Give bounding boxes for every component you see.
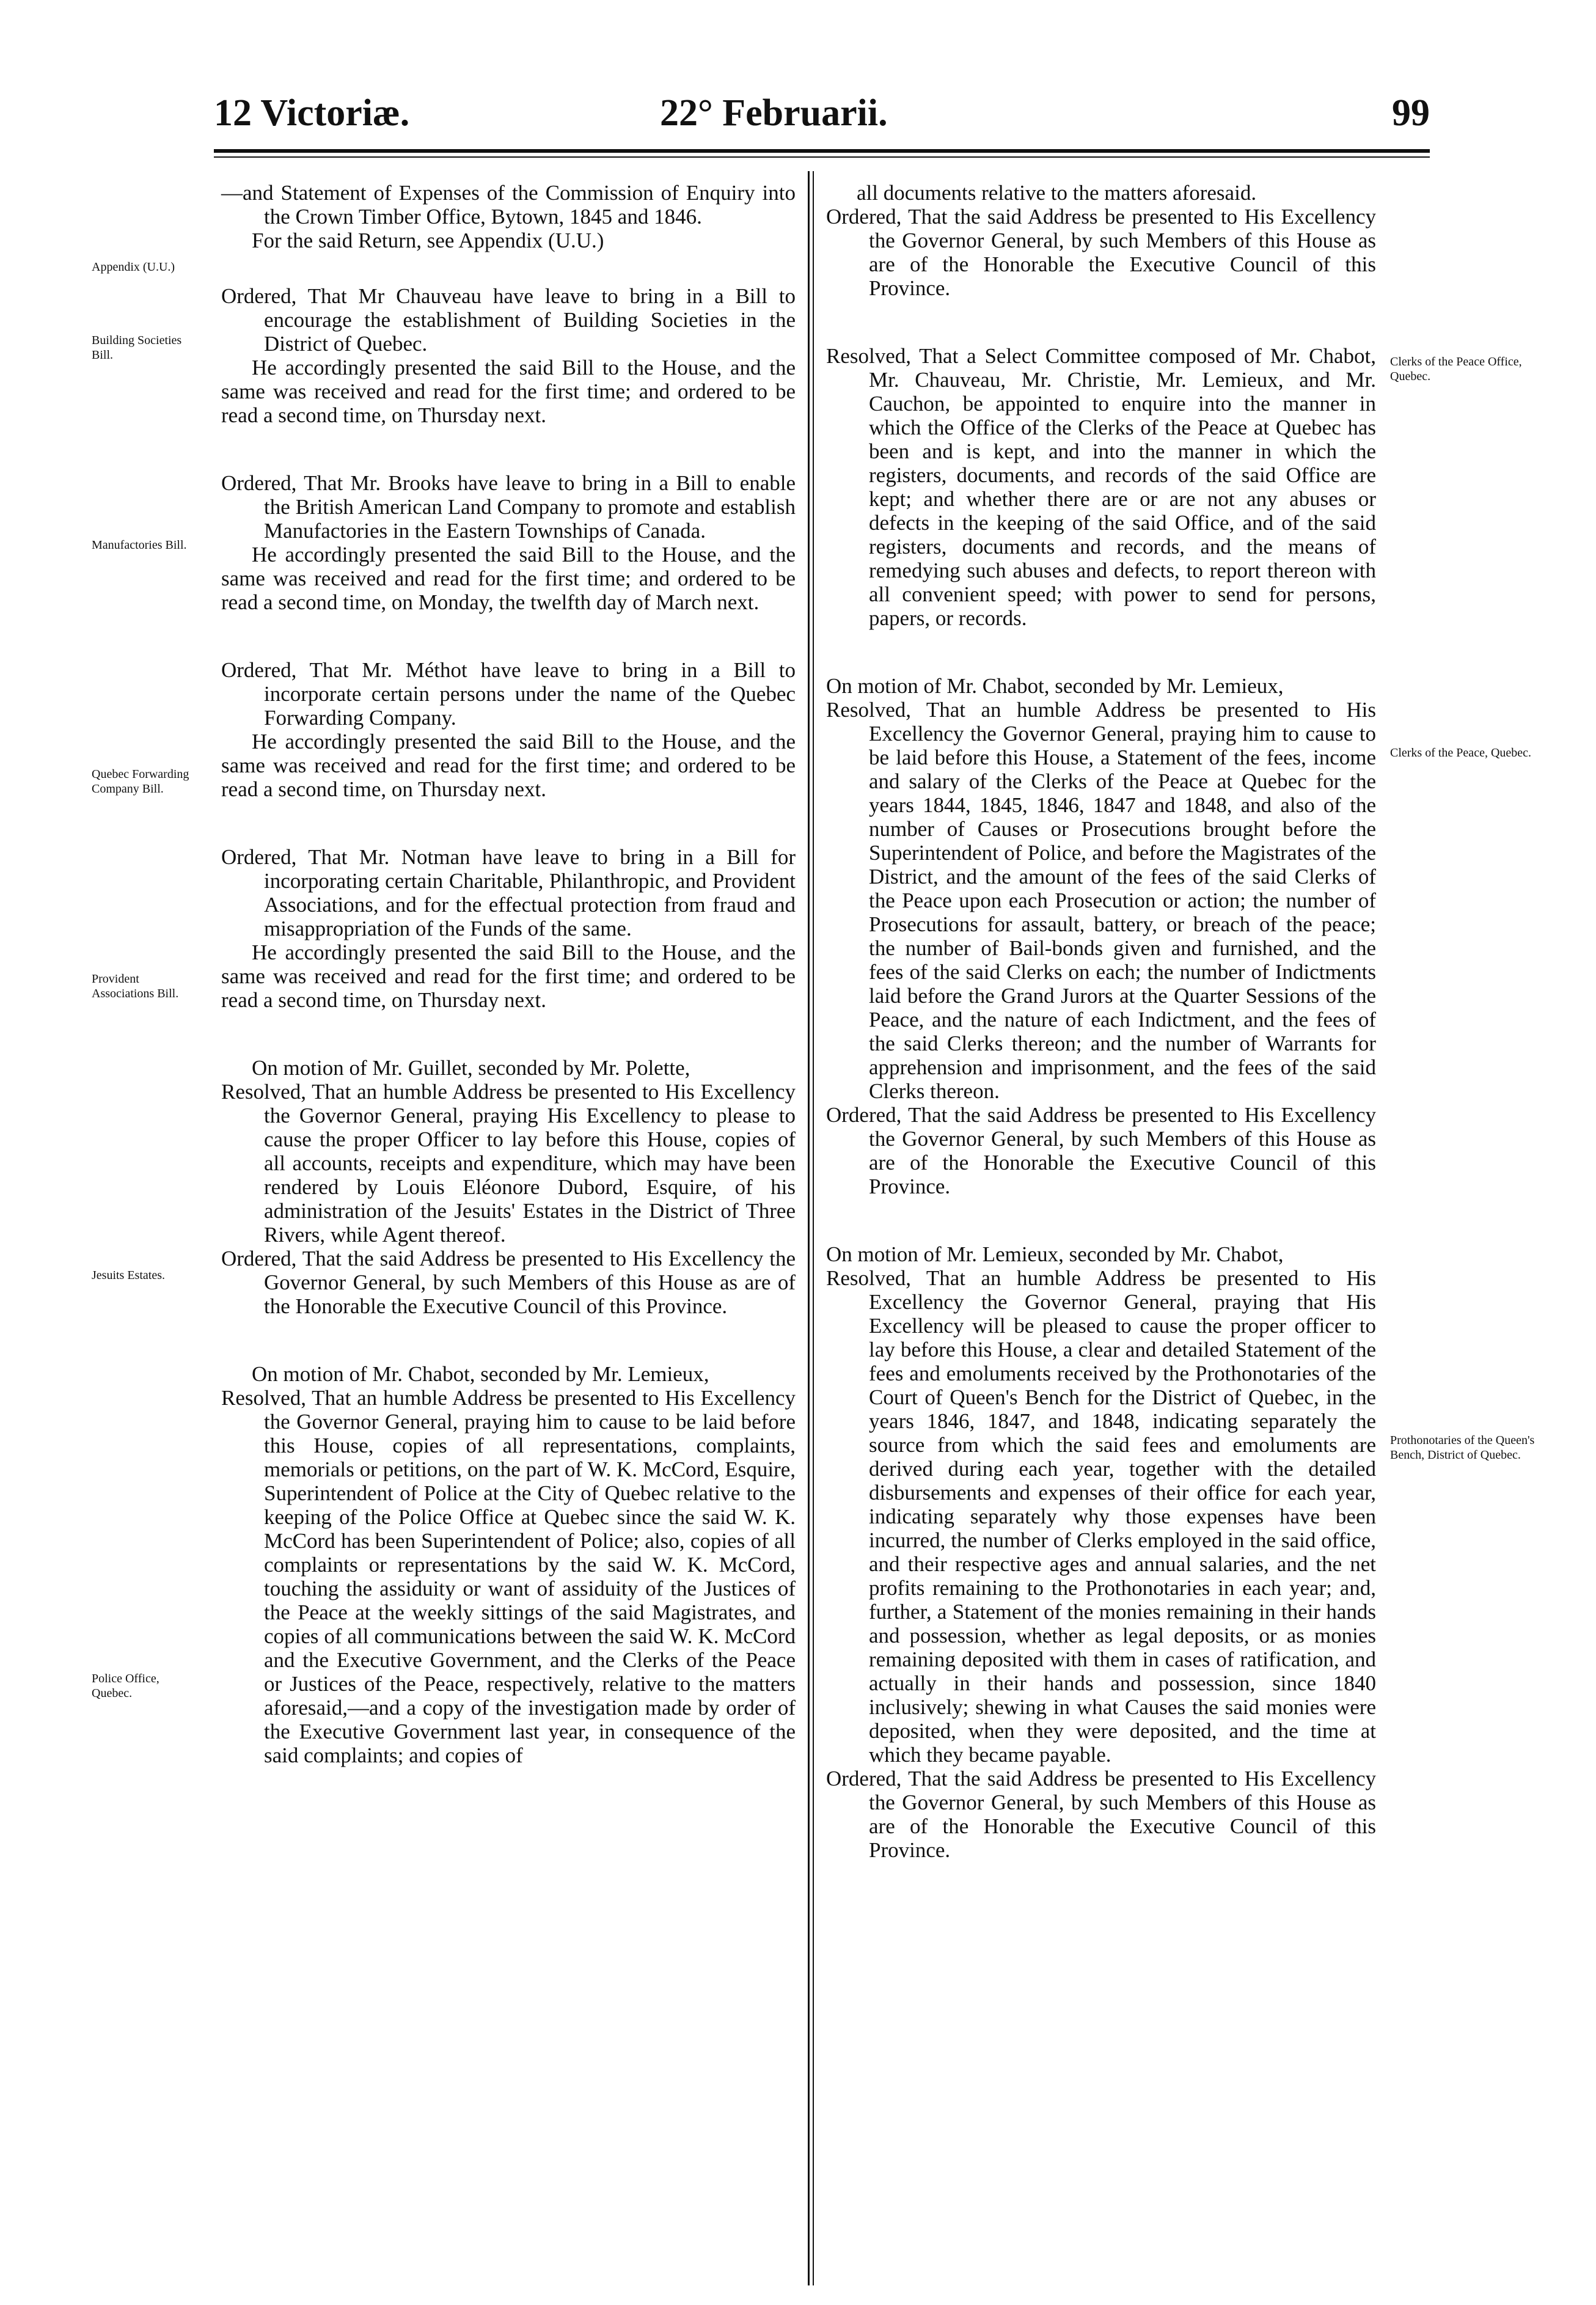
right-column [826,181,1376,1862]
margin-note-building-societies: Building Societies Bill. [92,334,182,362]
paragraph: Resolved, That an humble Address be presented to His Excellency the Governor General, praying that His Excellency will be pleased to cause the proper officer to lay before this House, a clear and detailed Statement of the fees and emoluments received by the Prothonotaries of the Court of Queen's Bench for the District of Quebec, in the years 1846, 1847, and 1848, indicating separately the source from which the said fees and emoluments are derived during each year, together with the detailed disbursements and expenses of their office for each year, indicating separately why those expenses have been incurred, the number of Clerks employed in the said office, and their respective ages and annual salaries, and the net profits remaining to the Prothonotaries in each year; and, further, a Statement of the monies remaining in their hands and possession, whether as legal deposits, or as monies remaining deposited with them in cases of ratification, and actually in their hands and possession, since 1840 inclusively; shewing in what Causes the said monies were deposited, when they were deposited, and the time at which they became payable. [826,1266,1376,1767]
paragraph: He accordingly presented the said Bill to the House, and the same was received and read for the first time; and ordered to be read a second time, on Thursday next. [221,356,796,427]
paragraph: Ordered, That the said Address be presented to His Excellency the Governor General, by such Members of this House as are of the Honorable the Executive Council of this Province. [826,1767,1376,1862]
paragraph: He accordingly presented the said Bill to the House, and the same was received and read for the first time; and ordered to be read a second time, on Monday, the twelfth day of March next. [221,543,796,614]
margin-note-prothonotaries: Prothonotaries of the Queen's Bench, District of Quebec. [1390,1434,1535,1462]
paragraph: Ordered, That the said Address be presented to His Excellency the Governor General, by such Members of this House as are of the Honorable the Executive Council of this Province. [826,205,1376,300]
paragraph: He accordingly presented the said Bill to the House, and the same was received and read for the first time; and ordered to be read a second time, on Thursday next. [221,730,796,801]
left-column [221,181,796,1767]
page-header [208,79,1430,147]
margin-note-manufactories: Manufactories Bill. [92,538,187,552]
margin-note-quebec-forwarding: Quebec Forwarding Company Bill. [92,768,189,796]
margin-note-police-office: Police Office, Quebec. [92,1672,159,1700]
paragraph: Resolved, That an humble Address be presented to His Excellency the Governor General, praying His Excellency to please to cause the proper Officer to lay before this House, copies of all accounts, receipts and expenditure, which may have been rendered by Louis Eléonore Dubord, Esquire, of his administration of the Jesuits' Estates in the District of Three Rivers, while Agent thereof. [221,1080,796,1247]
header-regnal-year: 12 Victoriæ. [214,92,410,134]
header-date: 22° Februarii. [660,92,888,134]
header-rule-thin [214,156,1430,158]
page-number: 99 [1392,92,1430,134]
paragraph: For the said Return, see Appendix (U.U.) [252,229,604,252]
paragraph: Resolved, That an humble Address be presented to His Excellency the Governor General, praying him to cause to be laid before this House, a Statement of the fees, income and salary of the Clerks of the Peace at Quebec for the years 1844, 1845, 1846, 1847 and 1848, and also of the number of Causes or Prosecutions brought before the Superintendent of Police, and before the Magistrates of the District, and the amount of the fees of the said Clerks of the Peace upon each Prosecution or action; the number of Prosecutions for assault, battery, or breach of the peace; the number of Bail-bonds given and furnished, and the fees of the said Clerks on each; the number of Indictments laid before the Grand Jurors at the Quarter Sessions of the Peace, and the nature of each Indictment, and the fees of the said Clerks thereon; and the number of Warrants for apprehension and imprisonment, and the fees of the said Clerks thereon. [826,698,1376,1103]
column-divider [808,171,810,2285]
header-rule [214,149,1430,153]
paragraph: On motion of Mr. Guillet, seconded by Mr. Polette, [252,1056,690,1080]
paragraph: —and Statement of Expenses of the Commission of Enquiry into the Crown Timber Office, Bytown, 1845 and 1846. [221,181,796,229]
margin-note-appendix: Appendix (U.U.) [92,260,175,274]
margin-note-clerks-office: Clerks of the Peace Office, Quebec. [1390,355,1522,383]
paragraph: Ordered, That Mr. Brooks have leave to bring in a Bill to enable the British American Land Company to promote and establish Manufactories in the Eastern Townships of Canada. [221,471,796,543]
paragraph: On motion of Mr. Chabot, seconded by Mr. Lemieux, [252,1362,709,1386]
paragraph: Resolved, That an humble Address be presented to His Excellency the Governor General, praying him to cause to be laid before this House, copies of all representations, complaints, memorials or petitions, on the part of W. K. McCord, Esquire, Superintendent of Police at the City of Quebec relative to the keeping of the Police Office at Quebec since the said W. K. McCord has been Superintendent of Police; also, copies of all complaints or representations by the said W. K. McCord, touching the assiduity or want of assiduity of the Justices of the Peace at the weekly sittings of the said Magistrates, and copies of all communications between the said W. K. McCord and the Executive Government, and the Clerks of the Peace or Justices of the Peace, respectively, relative to the matters aforesaid,—and a copy of the investigation made by order of the Executive Government last year, in consequence of the said complaints; and copies of [221,1386,796,1767]
paragraph: Ordered, That Mr. Méthot have leave to bring in a Bill to incorporate certain persons under the name of the Quebec Forwarding Company. [221,658,796,730]
paragraph: Ordered, That Mr. Notman have leave to bring in a Bill for incorporating certain Charitable, Philanthropic, and Provident Associations, and for the effectual protection from fraud and misappropriation of the Funds of the same. [221,845,796,940]
paragraph: On motion of Mr. Lemieux, seconded by Mr. Chabot, [826,1242,1284,1266]
paragraph: He accordingly presented the said Bill to the House, and the same was received and read for the first time; and ordered to be read a second time, on Thursday next. [221,940,796,1012]
margin-note-jesuits: Jesuits Estates. [92,1269,165,1282]
paragraph: Ordered, That the said Address be presented to His Excellency the Governor General, by such Members of this House as are of the Honorable the Executive Council of this Province. [826,1103,1376,1198]
paragraph: On motion of Mr. Chabot, seconded by Mr. Lemieux, [826,674,1284,698]
paragraph: Ordered, That the said Address be presented to His Excellency the Governor General, by such Members of this House as are of the Honorable the Executive Council of this Province. [221,1247,796,1318]
paragraph: Resolved, That a Select Committee composed of Mr. Chabot, Mr. Chauveau, Mr. Christie, Mr. Lemieux, and Mr. Cauchon, be appointed to enquire into the manner in which the Office of the Clerks of the Peace at Quebec has been and is kept, and into the manner in which the registers, documents, and records of the said Office are kept; and whether there are or are not any abuses or defects in the keeping of the said Office, and of the said registers, documents and records, and the means of remedying such abuses and defects, to report thereon with all convenient speed; with power to send for persons, papers, or records. [826,344,1376,630]
paragraph: Ordered, That Mr Chauveau have leave to bring in a Bill to encourage the establishment of Building Societies in the District of Quebec. [221,284,796,356]
paragraph: all documents relative to the matters aforesaid. [857,181,1257,205]
column-divider-thin [813,171,814,2285]
margin-note-clerks-peace: Clerks of the Peace, Quebec. [1390,746,1532,760]
margin-note-provident: Provident Associations Bill. [92,972,179,1000]
